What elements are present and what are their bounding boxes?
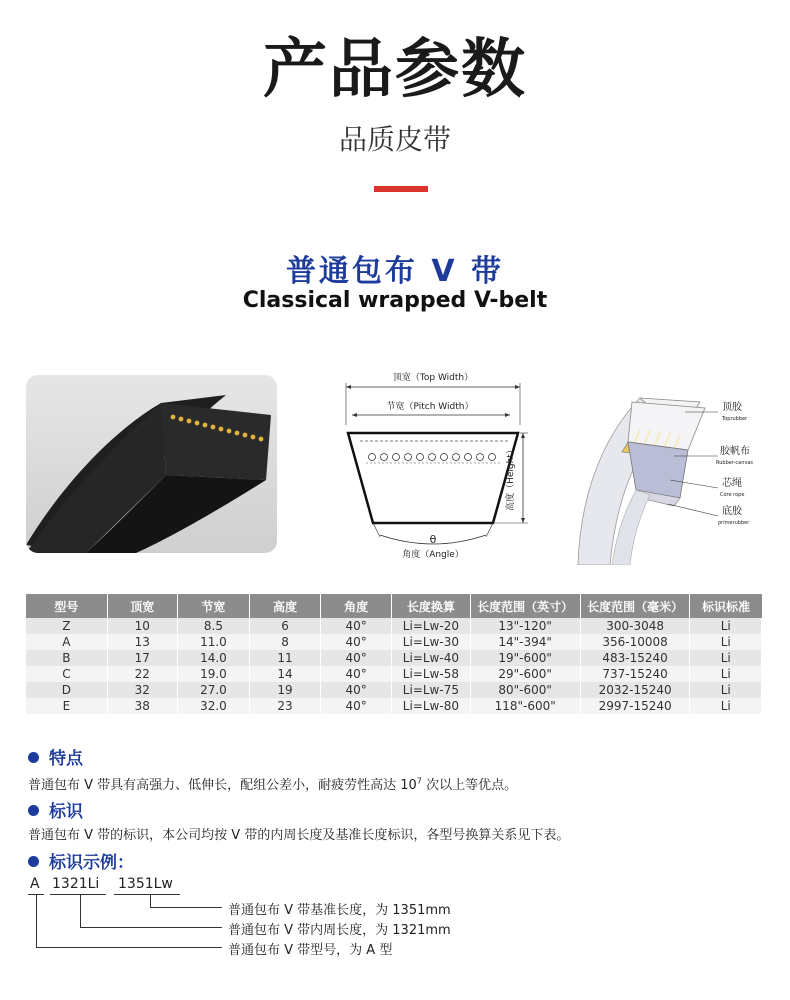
table-cell: Li (690, 650, 762, 666)
table-cell: Li=Lw-75 (392, 682, 470, 698)
table-cell: Z (26, 618, 107, 634)
table-row (26, 618, 762, 634)
table-cell: Li (690, 634, 762, 650)
table-cell: 40° (321, 650, 392, 666)
table-header-cell: 标识标准 (690, 594, 762, 618)
bullet-dot-icon (28, 752, 39, 763)
layer-primerubber-cn: 底胶 (722, 506, 742, 517)
table-header-cell: 节宽 (177, 594, 249, 618)
table-cell: 2032-15240 (580, 682, 690, 698)
table-cell: 10 (107, 618, 177, 634)
cross-section-diagram (330, 365, 535, 565)
table-header-cell: 型号 (26, 594, 107, 618)
table-cell: Li=Lw-30 (392, 634, 470, 650)
table-cell: 23 (250, 698, 321, 714)
layer-core-en: Core rope (720, 492, 745, 498)
table-cell: Li=Lw-40 (392, 650, 470, 666)
note-inner-length: 普通包布 V 带内周长度，为 1321mm (228, 923, 451, 938)
table-header-cell: 角度 (321, 594, 392, 618)
table-cell: 737-15240 (580, 666, 690, 682)
table-row (26, 634, 762, 650)
belt-photo-illustration (26, 375, 277, 553)
marking-text: 普通包布 V 带的标识，本公司均按 V 带的内周长度及基准长度标识，各型号换算关系见下表。 (28, 828, 570, 843)
table-cell: 80"-600" (470, 682, 580, 698)
pitch-width-label: 节宽（Pitch Width） (386, 402, 474, 412)
table-cell: 14.0 (177, 650, 249, 666)
bullet-dot-icon (28, 856, 39, 867)
features-text-main: 普通包布 V 带具有高强力、低伸长，配组公差小，耐疲劳性高达 10 (28, 778, 417, 793)
table-cell: 6 (250, 618, 321, 634)
top-width-label: 顶宽（Top Width） (392, 373, 474, 383)
table-cell: 29"-600" (470, 666, 580, 682)
table-cell: Li=Lw-80 (392, 698, 470, 714)
table-cell: 2997-15240 (580, 698, 690, 714)
table-cell: 11.0 (177, 634, 249, 650)
table-cell: Li=Lw-58 (392, 666, 470, 682)
table-cell: 40° (321, 698, 392, 714)
table-cell: 40° (321, 666, 392, 682)
table-cell: 27.0 (177, 682, 249, 698)
table-header-cell: 顶宽 (107, 594, 177, 618)
layer-structure-diagram (570, 380, 770, 565)
table-cell: 19"-600" (470, 650, 580, 666)
table-row (26, 666, 762, 682)
table-cell: 32 (107, 682, 177, 698)
table-cell: 8 (250, 634, 321, 650)
features-heading (28, 744, 83, 769)
note-type: 普通包布 V 带型号，为 A 型 (228, 943, 393, 958)
height-label: 高度（Height） (506, 445, 516, 511)
layer-canvas-en: Rubber-canvas (716, 460, 753, 466)
table-cell: Li (690, 666, 762, 682)
features-title: 特点 (49, 749, 83, 769)
table-cell: C (26, 666, 107, 682)
title-divider (374, 186, 428, 192)
table-cell: 40° (321, 634, 392, 650)
spec-table (26, 594, 762, 714)
table-header-row (26, 594, 762, 618)
note-datum-length: 普通包布 V 带基准长度，为 1351mm (228, 903, 451, 918)
table-cell: 14 (250, 666, 321, 682)
table-cell: 19.0 (177, 666, 249, 682)
table-row (26, 682, 762, 698)
marking-title: 标识 (49, 802, 83, 822)
angle-label: 角度（Angle） (402, 550, 464, 560)
table-cell: 13"-120" (470, 618, 580, 634)
theta-symbol: θ (429, 533, 437, 546)
section-title-en: Classical wrapped V-belt (242, 288, 548, 313)
table-cell: 11 (250, 650, 321, 666)
belt-photo (26, 375, 277, 553)
layer-primerubber-en: primerubber (718, 520, 750, 526)
table-row (26, 650, 762, 666)
table-cell: 38 (107, 698, 177, 714)
features-text-end: 次以上等优点。 (421, 778, 518, 793)
table-header-cell: 长度换算 (392, 594, 470, 618)
table-cell: Li=Lw-20 (392, 618, 470, 634)
bullet-dot-icon (28, 805, 39, 816)
table-cell: 118"-600" (470, 698, 580, 714)
table-header-cell: 长度范围（毫米） (580, 594, 690, 618)
table-header-cell: 长度范围（英寸） (470, 594, 580, 618)
marking-heading (28, 797, 83, 822)
layer-toprubber-cn: 顶胶 (722, 402, 742, 413)
features-superscript: 7 (416, 776, 422, 786)
table-cell: 40° (321, 682, 392, 698)
page-title: 产品参数 (263, 33, 527, 107)
table-cell: B (26, 650, 107, 666)
table-cell: 483-15240 (580, 650, 690, 666)
example-heading (28, 848, 134, 873)
section-title-cn: 普通包布 V 带 (285, 254, 505, 289)
layer-canvas-cn: 胶帆布 (720, 446, 750, 457)
code-datum-length: 1351Lw (118, 876, 173, 892)
layer-toprubber-en: Toprubber (722, 416, 748, 422)
table-cell: 22 (107, 666, 177, 682)
table-cell: 8.5 (177, 618, 249, 634)
table-cell: 19 (250, 682, 321, 698)
table-cell: 14"-394" (470, 634, 580, 650)
table-cell: Li (690, 618, 762, 634)
table-cell: Li (690, 698, 762, 714)
table-header-cell: 高度 (250, 594, 321, 618)
table-cell: 300-3048 (580, 618, 690, 634)
table-row (26, 698, 762, 714)
table-cell: 40° (321, 618, 392, 634)
table-cell: 17 (107, 650, 177, 666)
table-cell: D (26, 682, 107, 698)
code-type: A (30, 876, 40, 892)
table-cell: 356-10008 (580, 634, 690, 650)
table-cell: A (26, 634, 107, 650)
page-subtitle: 品质皮带 (338, 123, 451, 156)
code-inner-length: 1321Li (52, 876, 100, 892)
table-cell: E (26, 698, 107, 714)
example-title: 标识示例： (49, 853, 134, 873)
table-cell: 32.0 (177, 698, 249, 714)
layer-core-cn: 芯绳 (722, 478, 742, 489)
table-cell: 13 (107, 634, 177, 650)
table-cell: Li (690, 682, 762, 698)
features-text (28, 774, 517, 793)
